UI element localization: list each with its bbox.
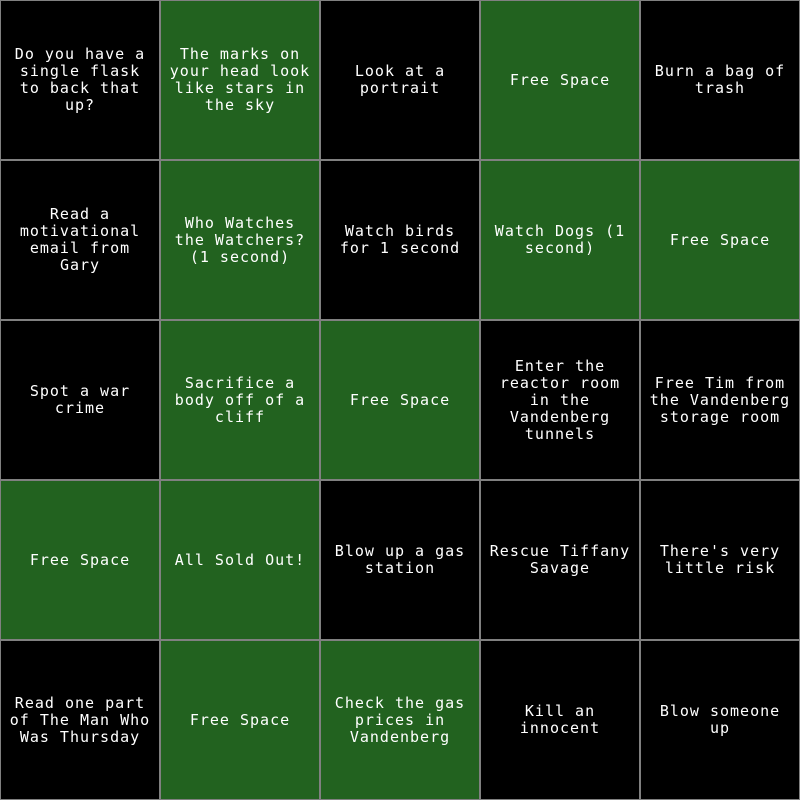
bingo-cell-label: Read a motivational email from Gary — [19, 205, 141, 274]
bingo-cell-r2-c1[interactable] — [0, 160, 160, 320]
bingo-cell-label: Blow up a gas station — [334, 542, 466, 577]
bingo-cell-label: Free Space — [189, 710, 291, 729]
bingo-cell-r2-c3[interactable] — [320, 160, 480, 320]
bingo-cell-r1-c3[interactable] — [320, 0, 480, 160]
bingo-cell-r2-c4[interactable] — [480, 160, 640, 320]
bingo-cell-r5-c3[interactable] — [320, 640, 480, 800]
bingo-cell-label: Free Space — [669, 230, 771, 249]
bingo-cell-label: There's very little risk — [659, 542, 781, 577]
bingo-cell-label: Kill an innocent — [519, 702, 601, 737]
bingo-cell-label: The marks on your head look like stars in the sky — [169, 45, 311, 114]
bingo-cell-r5-c4[interactable] — [480, 640, 640, 800]
bingo-cell-r2-c2[interactable] — [160, 160, 320, 320]
bingo-cell-r5-c5[interactable] — [640, 640, 800, 800]
bingo-cell-r2-c5[interactable] — [640, 160, 800, 320]
bingo-cell-label: Read one part of The Man Who Was Thursday — [9, 693, 151, 746]
bingo-cell-r3-c1[interactable] — [0, 320, 160, 480]
bingo-cell-label: Who Watches the Watchers? (1 second) — [174, 213, 306, 266]
bingo-cell-label: Do you have a single flask to back that up? — [14, 45, 146, 114]
bingo-cell-r5-c1[interactable] — [0, 640, 160, 800]
bingo-cell-label: Enter the reactor room in the Vandenberg tunnels — [499, 356, 621, 443]
bingo-cell-r3-c5[interactable] — [640, 320, 800, 480]
bingo-cell-r4-c1[interactable] — [0, 480, 160, 640]
bingo-cell-label: Burn a bag of trash — [654, 62, 786, 97]
bingo-cell-label: Free Tim from the Vandenberg storage room — [649, 373, 791, 426]
bingo-cell-label: Spot a war crime — [29, 382, 131, 417]
bingo-cell-r1-c1[interactable] — [0, 0, 160, 160]
bingo-cell-r4-c2[interactable] — [160, 480, 320, 640]
bingo-cell-label: Check the gas prices in Vandenberg — [334, 693, 466, 746]
bingo-cell-label: Rescue Tiffany Savage — [489, 542, 631, 577]
bingo-cell-label: Free Space — [29, 550, 131, 569]
bingo-cell-label: Free Space — [349, 390, 451, 409]
bingo-cell-r1-c5[interactable] — [640, 0, 800, 160]
bingo-cell-label: Blow someone up — [659, 702, 781, 737]
bingo-cell-r3-c2[interactable] — [160, 320, 320, 480]
bingo-cell-r1-c2[interactable] — [160, 0, 320, 160]
bingo-cell-r5-c2[interactable] — [160, 640, 320, 800]
bingo-cell-label: All Sold Out! — [174, 550, 306, 569]
bingo-cell-label: Look at a portrait — [354, 62, 446, 97]
bingo-cell-r3-c4[interactable] — [480, 320, 640, 480]
bingo-cell-r1-c4[interactable] — [480, 0, 640, 160]
bingo-cell-label: Watch Dogs (1 second) — [494, 222, 626, 257]
bingo-cell-label: Watch birds for 1 second — [339, 222, 461, 257]
bingo-cell-r3-c3[interactable] — [320, 320, 480, 480]
bingo-cell-label: Sacrifice a body off of a cliff — [174, 373, 306, 426]
bingo-cell-label: Free Space — [509, 70, 611, 89]
bingo-cell-r4-c5[interactable] — [640, 480, 800, 640]
bingo-cell-r4-c4[interactable] — [480, 480, 640, 640]
bingo-cell-r4-c3[interactable] — [320, 480, 480, 640]
